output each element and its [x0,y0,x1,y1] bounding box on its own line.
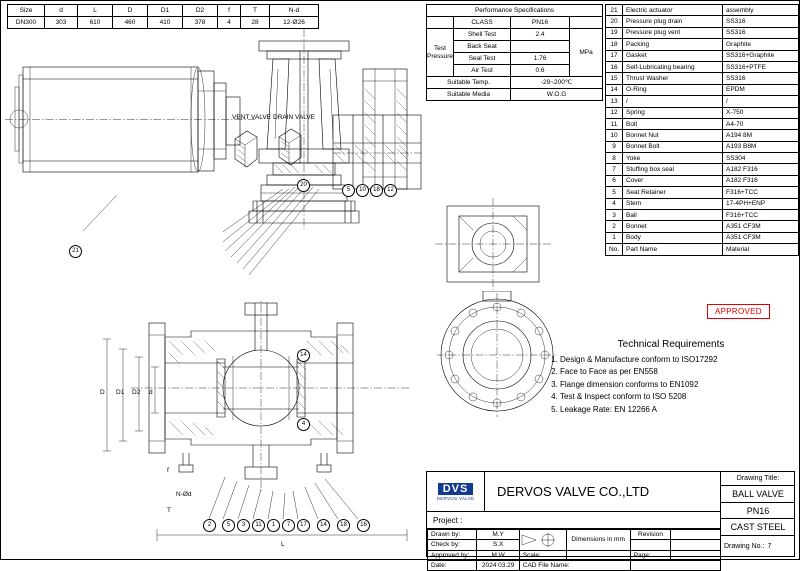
bom-name: O-Ring [623,84,723,95]
bom-no: 14 [606,84,623,95]
bom-no: 20 [606,16,623,27]
page-value [671,550,721,560]
dim-label-D: D [100,389,105,396]
title-block [426,471,795,569]
size-value-d: 303 [45,17,78,29]
table-row [606,187,799,198]
perf-value-temp: -29~200℃ [511,77,603,89]
dim-label-Nd: N-Ød [176,491,192,498]
approved-by-label: Approved by: [428,550,477,560]
size-header-size: Size [8,5,45,17]
dim-label-T: T [167,507,171,514]
drawing-info-column [721,472,795,557]
company-logo [427,472,485,512]
size-header-L: L [78,5,113,17]
table-row [428,550,721,560]
perf-row-temp [427,77,603,89]
technical-requirements [546,339,796,416]
perf-title: Performance Specifications [427,5,603,17]
bom-material: Graphite [723,39,799,50]
balloon-detail-5: 5 [342,184,355,197]
performance-specifications-table [426,4,603,101]
bom-header-no: No. [606,244,623,255]
list-item: 5. Leakage Rate: EN 12266 A [560,404,796,416]
list-item: 1. Design & Manufacture conform to ISO17292 [560,354,796,366]
title-block-grid [427,529,721,571]
table-row [606,210,799,221]
bom-name: Pressure plug drain [623,16,723,27]
bom-no: 5 [606,187,623,198]
bom-no: 3 [606,210,623,221]
bom-no: 15 [606,73,623,84]
perf-row-media [427,89,603,101]
check-by-value: S.X [477,540,519,550]
bom-name: Electric actuator [623,5,723,16]
bom-material: A351 CF3M [723,221,799,232]
bom-material: F316+TCC [723,187,799,198]
drawing-material-value: CAST STEEL [721,519,795,536]
revision-blank-1 [630,540,671,550]
drawing-title-label: Drawing Title: [721,472,795,486]
drawn-by-value: M.Y [477,530,519,540]
bom-material: SS316+PTFE [723,61,799,72]
bom-name: Bonnet Bolt [623,141,723,152]
size-table-value-row [8,17,319,29]
list-item: 4. Test & Inspect conform to ISO 5208 [560,391,796,403]
table-row [606,130,799,141]
drawn-by-label: Drawn by: [428,530,477,540]
bom-material: A193 B8M [723,141,799,152]
bom-material: / [723,96,799,107]
size-value-L: 610 [78,17,113,29]
bom-material: 17-4PH+ENP [723,198,799,209]
size-value-D1: 410 [148,17,183,29]
table-row [606,84,799,95]
table-row [606,61,799,72]
balloon-11: 11 [252,519,265,532]
scale-value [566,550,630,560]
perf-group-label-text: Test Pressure [427,45,454,60]
logo-subtext: DERVOS VALVE [436,495,475,501]
approved-by-value: M.W [477,550,519,560]
drain-valve-label: DRAIN VALVE [273,114,316,121]
revision-label: Revision [630,530,671,540]
company-name: DERVOS VALVE CO.,LTD [485,472,721,512]
size-value-D2: 378 [183,17,218,29]
size-header-D1: D1 [148,5,183,17]
size-header-Nd: N-d [270,5,319,17]
table-row [606,107,799,118]
drawing-number-field [721,536,795,556]
balloon-leader-lines [197,471,377,523]
table-row [606,164,799,175]
revision-value [671,530,721,540]
bom-header-material: Material [723,244,799,255]
bom-material: A194 8M [723,130,799,141]
balloon-14: 14 [317,519,330,532]
bom-no: 7 [606,164,623,175]
table-row [606,221,799,232]
projection-symbol-icon [519,530,566,551]
perf-row-class [427,17,603,29]
balloon-18: 18 [337,519,350,532]
logo-mark: DVS [438,483,474,495]
bom-material: F316+TCC [723,210,799,221]
bom-name: Cover [623,175,723,186]
bom-name: / [623,96,723,107]
bom-name: Yoke [623,153,723,164]
size-table-header-row [8,5,319,17]
bom-material: SS316 [723,27,799,38]
bom-material: A182 F316 [723,164,799,175]
date-label: Date: [428,560,477,570]
perf-label-media: Suitable Media [427,89,511,101]
bom-material: SS316+Graphite [723,50,799,61]
bom-name: Gasket [623,50,723,61]
bom-no: 13 [606,96,623,107]
perf-value-media: W.O.G [511,89,603,101]
vent-drain-valve-detail [229,121,329,169]
perf-unit-mpa: MPa [570,29,603,77]
table-row [606,27,799,38]
table-row [606,73,799,84]
bill-of-materials-table [605,4,799,256]
approved-stamp: APPROVED [707,304,770,319]
revision-blank-2 [671,540,721,550]
table-row [428,560,721,570]
balloon-3: 3 [237,519,250,532]
balloon-16: 16 [357,519,370,532]
date-value: 2024 03.29 [477,560,519,570]
actuator-top-view [433,196,553,291]
bom-name: Bolt [623,118,723,129]
balloon-detail-12: 12 [384,184,397,197]
balloon-misc-14: 14 [297,349,310,362]
bom-name: Self-Lubricating bearing [623,61,723,72]
size-header-d: d [45,5,78,17]
bom-no: 10 [606,130,623,141]
dim-label-f: f [167,467,169,474]
size-value-size: DN300 [8,17,45,29]
bom-no: 18 [606,39,623,50]
dim-label-D2: D2 [132,389,141,396]
perf-unit-class [570,17,603,29]
size-value-D: 460 [113,17,148,29]
size-value-f: 4 [218,17,241,29]
bom-header-row [606,244,799,255]
bom-name: Packing [623,39,723,50]
drawing-title-value: BALL VALVE [721,486,795,503]
bom-name: Seat Retainer [623,187,723,198]
size-header-f: f [218,5,241,17]
balloon-7: 7 [282,519,295,532]
bom-name: Stuffing box seal [623,164,723,175]
check-by-label: Check by: [428,540,477,550]
perf-label-airtest: Air Test [454,65,511,77]
table-row [606,198,799,209]
cad-file-value [630,560,720,570]
dim-label-d: d [149,389,153,396]
scale-label: Scale: [519,550,566,560]
table-row [606,153,799,164]
balloon-5: 5 [222,519,235,532]
table-row [606,96,799,107]
bom-material: SS316 [723,16,799,27]
perf-label-backseat: Back Seat [454,41,511,53]
bom-material: SS316 [723,73,799,84]
bom-material: A351 CF3M [723,232,799,243]
table-row [606,175,799,186]
table-row [606,118,799,129]
size-header-D2: D2 [183,5,218,17]
bom-name: Bonnet Nut [623,130,723,141]
bom-no: 21 [606,5,623,16]
page-label: Page: [630,550,671,560]
perf-group-label [427,29,454,77]
bom-material: assembly [723,5,799,16]
perf-label-class: CLASS [454,17,511,29]
perf-value-airtest: 0.6 [511,65,570,77]
perf-label-sealtest: Seal Test [454,53,511,65]
perf-label-temp: Suitable Temp. [427,77,511,89]
bom-name: Body [623,232,723,243]
bom-material: SS304 [723,153,799,164]
size-value-T: 28 [241,17,270,29]
bom-name: Pressure plug vent [623,27,723,38]
table-row [606,16,799,27]
perf-value-sealtest: 1.76 [511,53,570,65]
valve-flange-end-view [437,291,557,421]
project-label: Project : [433,515,463,525]
drawing-class-value: PN16 [721,503,795,519]
bom-no: 4 [606,198,623,209]
drawing-number-label: Drawing No.: [724,542,765,550]
list-item: 3. Flange dimension conforms to EN1092 [560,379,796,391]
bom-material: EPDM [723,84,799,95]
bom-no: 12 [606,107,623,118]
balloon-1: 1 [267,519,280,532]
table-row [606,232,799,243]
bom-no: 17 [606,50,623,61]
bom-no: 1 [606,232,623,243]
technical-requirements-title: Technical Requirements [617,339,725,350]
drawing-number-value: 7 [767,542,772,550]
size-table [7,4,319,29]
bom-no: 19 [606,27,623,38]
bom-no: 9 [606,141,623,152]
perf-title-row [427,5,603,17]
bom-name: Spring [623,107,723,118]
bom-material: A4-70 [723,118,799,129]
dim-label-L: L [281,541,285,548]
bom-material: A182 F316 [723,175,799,186]
bom-name: Bonnet [623,221,723,232]
table-row [606,5,799,16]
cad-file-label: CAD File Name: [519,560,630,570]
bom-no: 2 [606,221,623,232]
perf-value-class: PN16 [511,17,570,29]
bom-no: 8 [606,153,623,164]
bom-name: Stem [623,198,723,209]
perf-row-shell [427,29,603,41]
gland-detail-section [331,113,423,191]
bom-name: Ball [623,210,723,221]
list-item: 2. Face to Face as per EN558 [560,366,796,378]
bom-header-name: Part Name [623,244,723,255]
bom-no: 6 [606,175,623,186]
table-row [606,141,799,152]
balloon-misc-20: 20 [297,179,310,192]
project-field [427,512,721,529]
table-row [606,39,799,50]
perf-value-backseat [511,41,570,53]
bom-material: X-750 [723,107,799,118]
balloon-detail-18: 18 [370,184,383,197]
balloon-2: 2 [203,519,216,532]
table-row [428,530,721,540]
balloon-17: 17 [297,519,310,532]
size-header-D: D [113,5,148,17]
size-header-T: T [241,5,270,17]
bom-no: 11 [606,118,623,129]
size-value-Nd: 12-Ø26 [270,17,319,29]
technical-requirements-list [546,354,796,416]
balloon-misc-4: 4 [297,418,310,431]
perf-group-blank-1 [427,17,454,29]
balloon-21: 21 [69,245,82,258]
dim-label-D1: D1 [116,389,125,396]
vent-valve-label: VENT VALVE [232,114,272,121]
perf-value-shell: 2.4 [511,29,570,41]
bom-no: 16 [606,61,623,72]
balloon-detail-10: 10 [356,184,369,197]
table-row [606,50,799,61]
perf-label-shell: Shell Test [454,29,511,41]
dimension-units-label: Dimensions in mm [566,530,630,551]
bom-name: Thrust Washer [623,73,723,84]
